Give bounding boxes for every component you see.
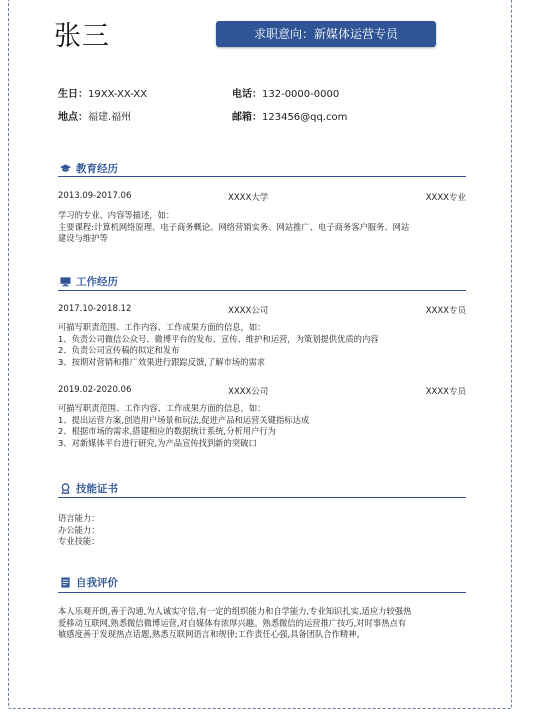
birth-label: 生日： xyxy=(58,89,88,100)
education-school: XXXX大学 xyxy=(228,193,269,203)
self-eval-line: 本人乐观开朗,善于沟通,为人诚实守信,有一定的组织能力和自学能力,专业知识扎实,适应力较强热 xyxy=(58,606,412,616)
work-divider xyxy=(58,290,466,291)
job-line: 2、负责公司宣传稿的拟定和发布 xyxy=(58,345,180,355)
job-period: 2019.02-2020.06 xyxy=(58,385,132,395)
skill-item: 办公能力： xyxy=(58,524,100,535)
self-eval-divider xyxy=(58,592,466,593)
location-info xyxy=(58,108,131,123)
monitor-icon xyxy=(60,276,71,287)
job-line: 可描写职责范围、工作内容、工作成果方面的信息，如： xyxy=(58,322,266,332)
education-title: 教育经历 xyxy=(76,163,118,175)
phone-info xyxy=(232,85,339,100)
job-company: XXXX公司 xyxy=(228,387,269,397)
job-line: 1、负责公司微信公众号、微博平台的发布、宣传、维护和运营，为策划提供优质的内容 xyxy=(58,333,379,344)
job-row xyxy=(58,304,466,315)
self-eval-line: 敏感度善于发现热点话题,熟悉互联网语言和规律;工作责任心强,具备团队合作精神。 xyxy=(58,629,365,639)
award-ribbon-icon xyxy=(60,483,71,494)
job-company: XXXX公司 xyxy=(228,306,269,316)
work-section-title xyxy=(60,274,118,289)
email-info xyxy=(232,108,347,123)
email-label: 邮箱： xyxy=(232,112,262,123)
education-period: 2013.09-2017.06 xyxy=(58,191,132,201)
job-line: 3、按期对营销和推广效果进行跟踪反馈,了解市场的需求 xyxy=(58,356,266,367)
job-period: 2017.10-2018.12 xyxy=(58,304,132,314)
phone-value: 132-0000-0000 xyxy=(262,89,340,100)
education-row xyxy=(58,191,466,202)
job-line: 可描写职责范围、工作内容、工作成果方面的信息，如： xyxy=(58,403,266,413)
job-intent-banner: 求职意向：新媒体运营专员 xyxy=(216,21,436,47)
skills-section-title xyxy=(60,481,118,496)
education-line: 学习的专业、内容等描述，如： xyxy=(58,210,175,220)
birth-value: 19XX-XX-XX xyxy=(88,89,148,100)
self-eval-line: 爱移动互联网,熟悉微信微博运营,对自媒体有浓厚兴趣。熟悉微信的运营推广技巧,对时事热点有 xyxy=(58,617,407,628)
skills-list xyxy=(58,513,466,548)
education-description xyxy=(58,210,466,245)
education-section-title xyxy=(60,161,118,176)
education-major: XXXX专业 xyxy=(425,193,466,203)
graduation-cap-icon xyxy=(60,163,71,174)
birth-info xyxy=(58,85,147,100)
self-eval-section-title xyxy=(60,575,118,590)
skills-divider xyxy=(58,497,466,498)
email-value: 123456@qq.com xyxy=(262,112,348,123)
education-line: 建设与维护等 xyxy=(58,233,108,243)
education-line: 主要课程:计算机网络原理、电子商务概论、网络营销实务、网站推广、电子商务客户服务、网站 xyxy=(58,221,410,232)
job-line: 2、根据市场的需求,搭建相应的数据统计系统,分析用户行为 xyxy=(58,426,276,436)
skill-item: 专业技能： xyxy=(58,536,100,546)
work-title: 工作经历 xyxy=(76,276,118,288)
candidate-name: 张三 xyxy=(54,21,110,52)
job-position: XXXX专员 xyxy=(425,306,466,316)
skills-title: 技能证书 xyxy=(76,483,118,495)
job-description xyxy=(58,322,466,368)
job-row xyxy=(58,385,466,396)
job-line: 1、提出运营方案,创造用户场景和玩法,促进产品和运营关键指标达成 xyxy=(58,414,310,425)
location-label: 地点： xyxy=(58,112,88,123)
skill-item: 语言能力： xyxy=(58,513,100,523)
document-icon xyxy=(60,577,71,588)
location-value: 福建.福州 xyxy=(88,112,132,123)
self-eval-text xyxy=(58,606,466,641)
education-divider xyxy=(58,176,466,177)
self-eval-title: 自我评价 xyxy=(76,577,118,589)
job-position: XXXX专员 xyxy=(425,387,466,397)
job-line: 3、对新媒体平台进行研究,为产品宣传找到新的突破口 xyxy=(58,437,257,448)
job-description xyxy=(58,403,466,449)
phone-label: 电话： xyxy=(232,89,262,100)
